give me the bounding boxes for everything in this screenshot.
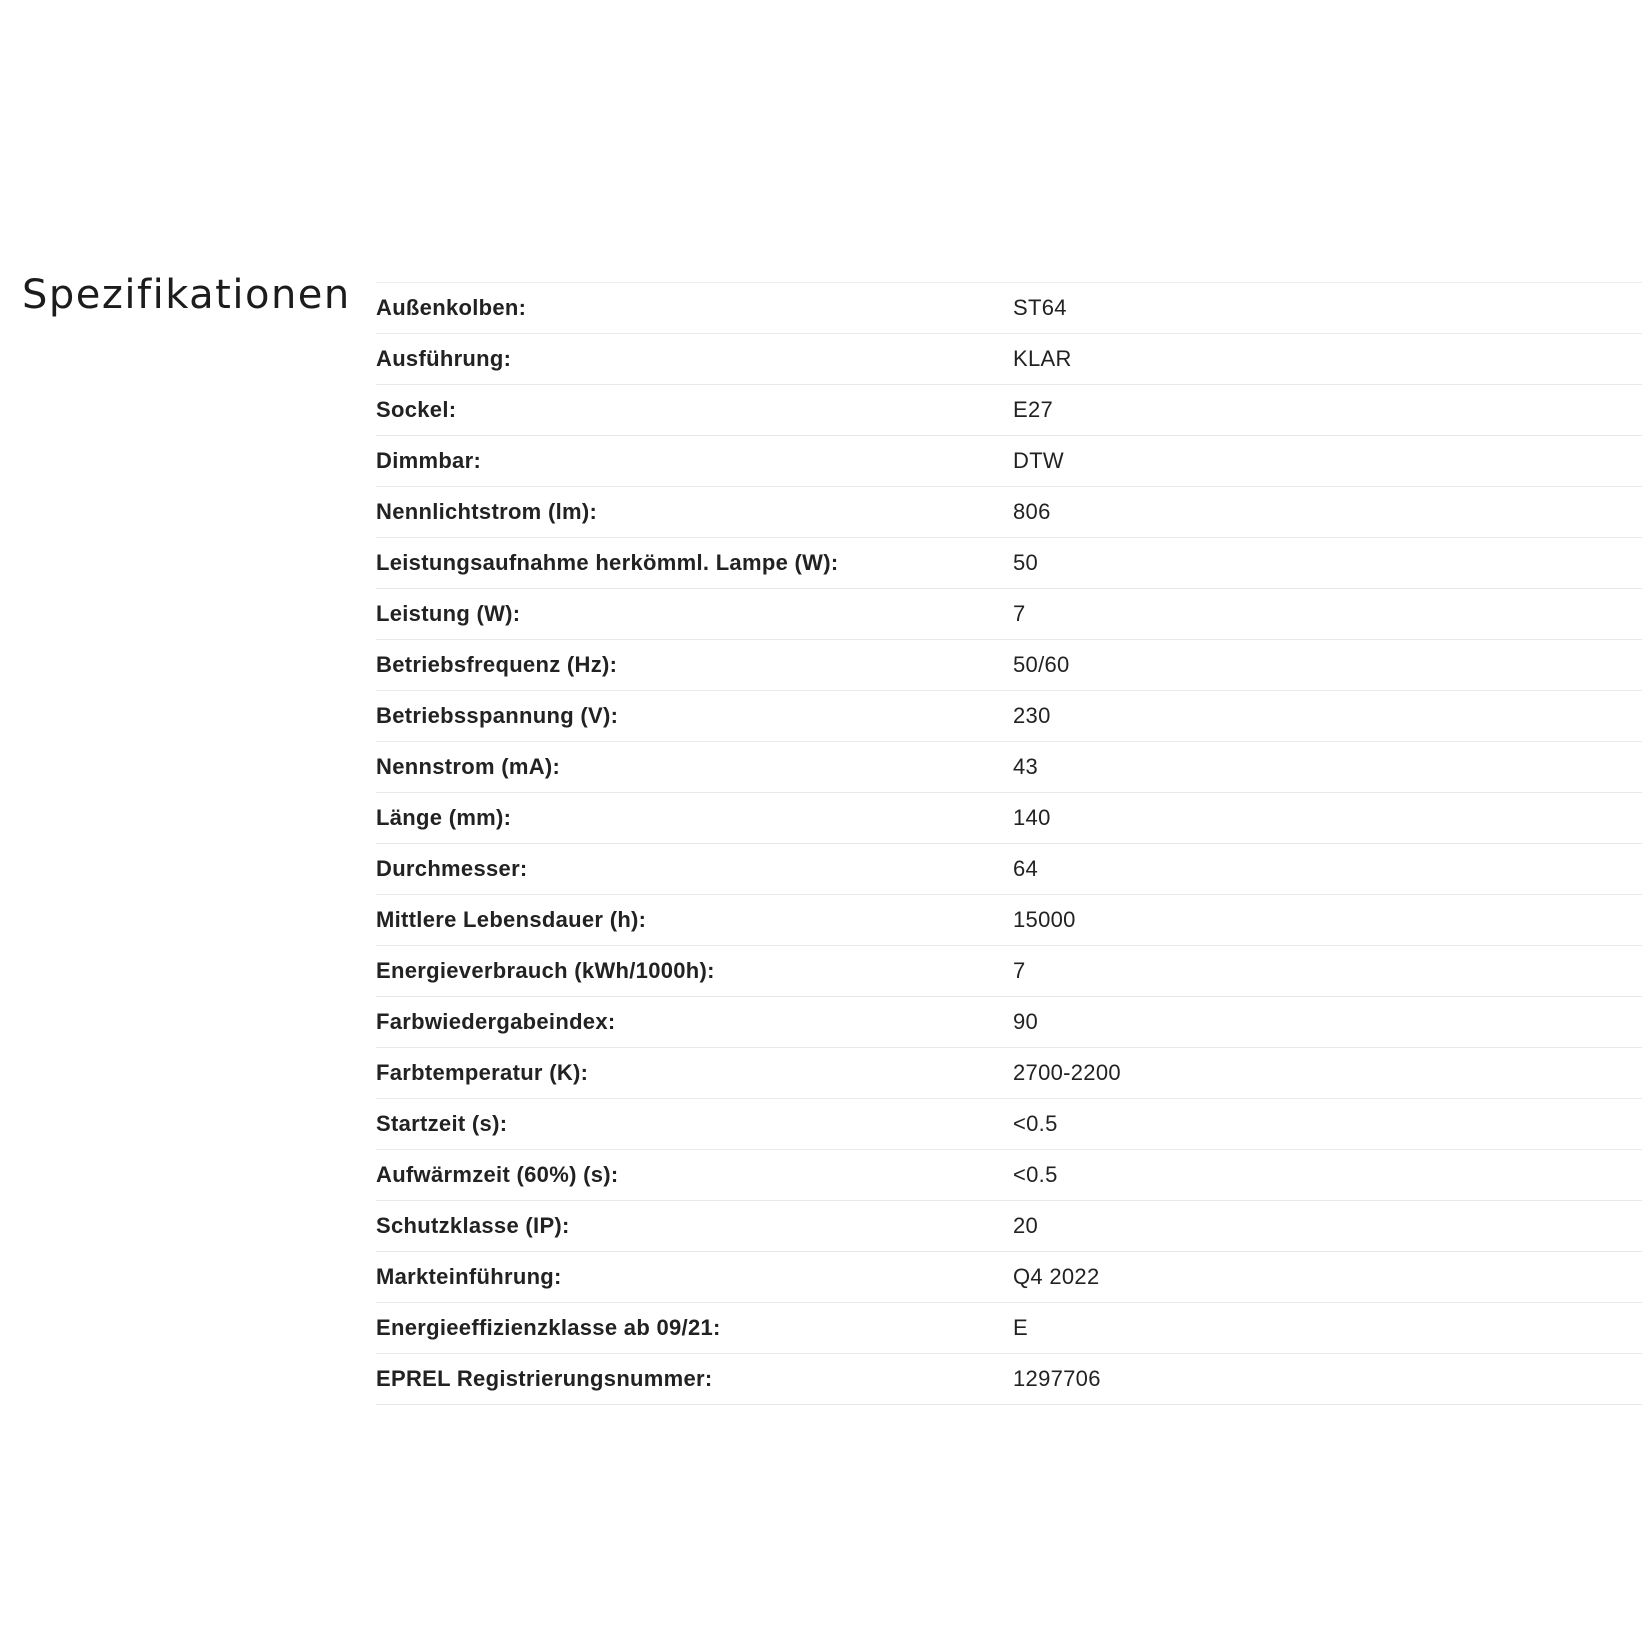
spec-row [376, 1354, 1642, 1405]
spec-label: Außenkolben: [376, 295, 527, 320]
spec-value: <0.5 [1013, 1111, 1058, 1136]
spec-value: E [1013, 1315, 1028, 1340]
spec-value: ST64 [1013, 295, 1067, 320]
spec-row [376, 283, 1642, 334]
spec-value: 7 [1013, 601, 1026, 626]
spec-row [376, 793, 1642, 844]
spec-value: 806 [1013, 499, 1051, 524]
spec-row [376, 1048, 1642, 1099]
spec-value: DTW [1013, 448, 1064, 473]
spec-row [376, 640, 1642, 691]
page-title: Spezifikationen [22, 272, 351, 318]
spec-label: Startzeit (s): [376, 1111, 508, 1136]
spec-label: Leistungsaufnahme herkömml. Lampe (W): [376, 550, 839, 575]
spec-row [376, 1099, 1642, 1150]
spec-row [376, 436, 1642, 487]
spec-row [376, 538, 1642, 589]
spec-row [376, 385, 1642, 436]
spec-label: Ausführung: [376, 346, 512, 371]
spec-value: 2700-2200 [1013, 1060, 1121, 1085]
spec-value: 1297706 [1013, 1366, 1101, 1391]
spec-value: 64 [1013, 856, 1039, 881]
spec-row [376, 334, 1642, 385]
spec-label: Länge (mm): [376, 805, 512, 830]
spec-label: Energieverbrauch (kWh/1000h): [376, 958, 715, 983]
spec-value: E27 [1013, 397, 1054, 422]
spec-row [376, 1303, 1642, 1354]
spec-row [376, 1252, 1642, 1303]
spec-row [376, 589, 1642, 640]
spec-row [376, 946, 1642, 997]
spec-value: 43 [1013, 754, 1039, 779]
spec-label: Nennlichtstrom (lm): [376, 499, 598, 524]
spec-value: 230 [1013, 703, 1051, 728]
spec-value: 50 [1013, 550, 1039, 575]
spec-label: Farbtemperatur (K): [376, 1060, 589, 1085]
spec-row [376, 997, 1642, 1048]
spec-label: Farbwiedergabeindex: [376, 1009, 616, 1034]
spec-row [376, 1150, 1642, 1201]
spec-label: Leistung (W): [376, 601, 521, 626]
spec-label: Betriebsfrequenz (Hz): [376, 652, 618, 677]
spec-value: KLAR [1013, 346, 1072, 371]
spec-label: Markteinführung: [376, 1264, 562, 1289]
spec-label: Dimmbar: [376, 448, 482, 473]
spec-label: Durchmesser: [376, 856, 528, 881]
spec-label: Betriebsspannung (V): [376, 703, 619, 728]
spec-label: Nennstrom (mA): [376, 754, 561, 779]
spec-value: 140 [1013, 805, 1051, 830]
spec-label: Sockel: [376, 397, 457, 422]
spec-label: EPREL Registrierungsnummer: [376, 1366, 713, 1391]
spec-row [376, 487, 1642, 538]
spec-value: 90 [1013, 1009, 1039, 1034]
spec-value: 15000 [1013, 907, 1076, 932]
spec-table [376, 282, 1642, 1405]
spec-value: 7 [1013, 958, 1026, 983]
spec-value: 20 [1013, 1213, 1039, 1238]
spec-label: Schutzklasse (IP): [376, 1213, 570, 1238]
spec-row [376, 1201, 1642, 1252]
spec-label: Aufwärmzeit (60%) (s): [376, 1162, 619, 1187]
spec-label: Mittlere Lebensdauer (h): [376, 907, 647, 932]
spec-value: 50/60 [1013, 652, 1070, 677]
spec-row [376, 895, 1642, 946]
spec-row [376, 691, 1642, 742]
spec-label: Energieeffizienzklasse ab 09/21: [376, 1315, 721, 1340]
spec-value: <0.5 [1013, 1162, 1058, 1187]
spec-row [376, 742, 1642, 793]
spec-value: Q4 2022 [1013, 1264, 1100, 1289]
spec-row [376, 844, 1642, 895]
